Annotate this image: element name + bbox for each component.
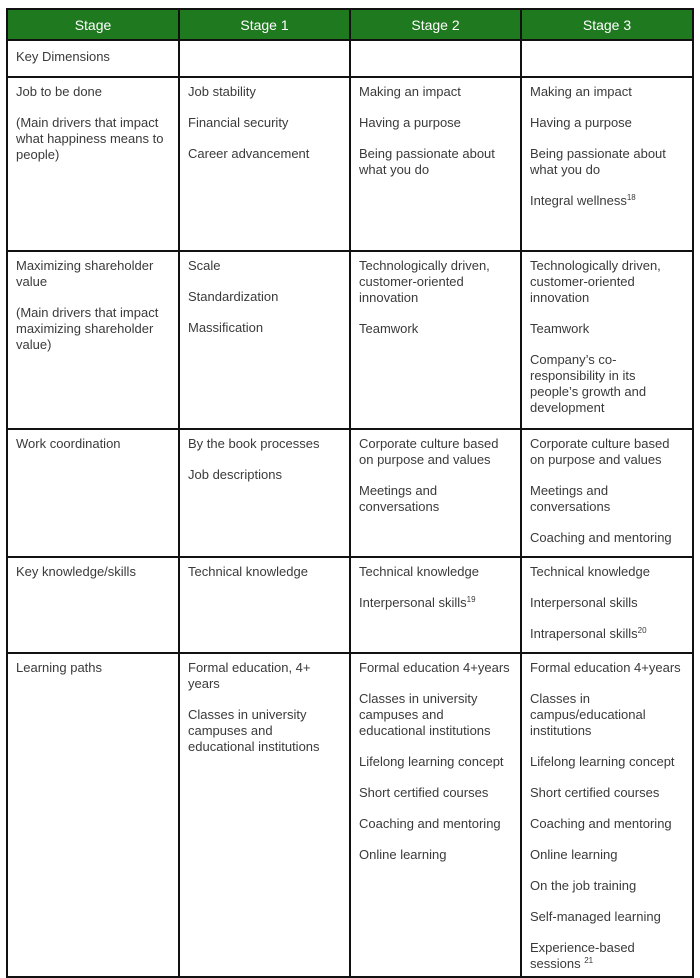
stage-1-cell: [179, 557, 350, 653]
cell-item-text: Interpersonal skills: [359, 595, 467, 610]
stage-2-cell: [350, 557, 521, 653]
cell-item: Coaching and mentoring: [530, 816, 672, 831]
cell-item: Company’s co-responsibility in its people’s growth and development: [530, 352, 647, 415]
cell-item: Classes in university campuses and educational institutions: [359, 691, 491, 738]
cell-item-text: Intrapersonal skills: [530, 626, 638, 641]
cell-item: Self-managed learning: [530, 909, 661, 924]
cell-item: Being passionate about what you do: [530, 146, 666, 177]
cell-item: Classes in university campuses and educational institutions: [188, 707, 320, 754]
stage-1-cell: [179, 77, 350, 251]
footnote-marker: 21: [584, 956, 594, 965]
cell-item: Coaching and mentoring: [530, 530, 672, 545]
dimension-title: Job to be done: [16, 84, 103, 99]
dimension-title: Work coordination: [16, 436, 121, 451]
cell-item: Technologically driven, customer-oriented innovation: [530, 258, 661, 305]
header-stage-3: Stage 3: [521, 9, 693, 40]
cell-item: Having a purpose: [530, 115, 632, 130]
dimension-title: Learning paths: [16, 660, 103, 675]
dimension-title: Maximizing shareholder value: [16, 258, 154, 289]
stage-3-cell: [521, 653, 693, 977]
cell-item: On the job training: [530, 878, 637, 893]
stage-3-cell: [521, 77, 693, 251]
cell-item: Online learning: [359, 847, 447, 862]
cell-item: Corporate culture based on purpose and values: [530, 436, 670, 467]
cell-item: Coaching and mentoring: [359, 816, 501, 831]
cell-item: Meetings and conversations: [530, 483, 611, 514]
key-dimensions-label: Key Dimensions: [7, 40, 179, 77]
cell-item: Lifelong learning concept: [530, 754, 675, 769]
footnote-marker: 20: [637, 626, 647, 635]
cell-item: Financial security: [188, 115, 289, 130]
cell-item: Technical knowledge: [359, 564, 479, 579]
table-row: [7, 251, 693, 429]
stages-table: [6, 8, 694, 978]
stage-2-cell: [350, 429, 521, 557]
cell-item: [530, 626, 685, 642]
empty-cell: [179, 40, 350, 77]
table-row: [7, 429, 693, 557]
cell-item: Technical knowledge: [530, 564, 650, 579]
header-stage-2: Stage 2: [350, 9, 521, 40]
dimension-title: Key knowledge/skills: [16, 564, 136, 579]
header-row: [7, 9, 693, 40]
header-stage: Stage: [7, 9, 179, 40]
cell-item: Formal education 4+years: [359, 660, 510, 675]
cell-item: Online learning: [530, 847, 618, 862]
dimension-cell: [7, 251, 179, 429]
stage-1-cell: [179, 251, 350, 429]
stage-2-cell: [350, 653, 521, 977]
dimension-cell: [7, 77, 179, 251]
cell-item: Career advancement: [188, 146, 310, 161]
cell-item: Technologically driven, customer-oriented innovation: [359, 258, 490, 305]
cell-item: Massification: [188, 320, 264, 335]
cell-item: Making an impact: [530, 84, 632, 99]
cell-item: [530, 940, 685, 972]
cell-item: Short certified courses: [530, 785, 660, 800]
cell-item: [359, 595, 513, 611]
dimension-note: (Main drivers that impact maximizing shareholder value): [16, 305, 159, 352]
cell-item: [530, 193, 685, 209]
cell-item: Technical knowledge: [188, 564, 308, 579]
cell-item: Standardization: [188, 289, 279, 304]
stage-3-cell: [521, 251, 693, 429]
cell-item: Having a purpose: [359, 115, 461, 130]
dimension-cell: [7, 653, 179, 977]
cell-item: Making an impact: [359, 84, 461, 99]
cell-item: Meetings and conversations: [359, 483, 440, 514]
footnote-marker: 19: [466, 595, 476, 604]
empty-cell: [521, 40, 693, 77]
cell-item: Teamwork: [359, 321, 419, 336]
cell-item: Interpersonal skills: [530, 595, 638, 610]
empty-cell: [350, 40, 521, 77]
table-row: [7, 557, 693, 653]
table-row: [7, 653, 693, 977]
cell-item: Job stability: [188, 84, 256, 99]
stage-1-cell: [179, 429, 350, 557]
stage-3-cell: [521, 429, 693, 557]
cell-item: By the book processes: [188, 436, 320, 451]
stage-2-cell: [350, 77, 521, 251]
dimension-note: (Main drivers that impact what happiness means to people): [16, 115, 164, 162]
cell-item-text: Experience-based sessions: [530, 940, 635, 971]
cell-item-text: Integral wellness: [530, 193, 627, 208]
cell-item: Short certified courses: [359, 785, 489, 800]
cell-item: Lifelong learning concept: [359, 754, 504, 769]
cell-item: Scale: [188, 258, 221, 273]
table-row: [7, 77, 693, 251]
cell-item: Job descriptions: [188, 467, 282, 482]
cell-item: Teamwork: [530, 321, 590, 336]
footnote-marker: 18: [626, 193, 636, 202]
dimension-cell: [7, 557, 179, 653]
stage-2-cell: [350, 251, 521, 429]
cell-item: Formal education 4+years: [530, 660, 681, 675]
stage-3-cell: [521, 557, 693, 653]
cell-item: Being passionate about what you do: [359, 146, 495, 177]
cell-item: Formal education, 4+ years: [188, 660, 311, 691]
stage-1-cell: [179, 653, 350, 977]
header-stage-1: Stage 1: [179, 9, 350, 40]
key-dimensions-row: [7, 40, 693, 77]
dimension-cell: [7, 429, 179, 557]
cell-item: Corporate culture based on purpose and values: [359, 436, 499, 467]
cell-item: Classes in campus/educational institutions: [530, 691, 646, 738]
